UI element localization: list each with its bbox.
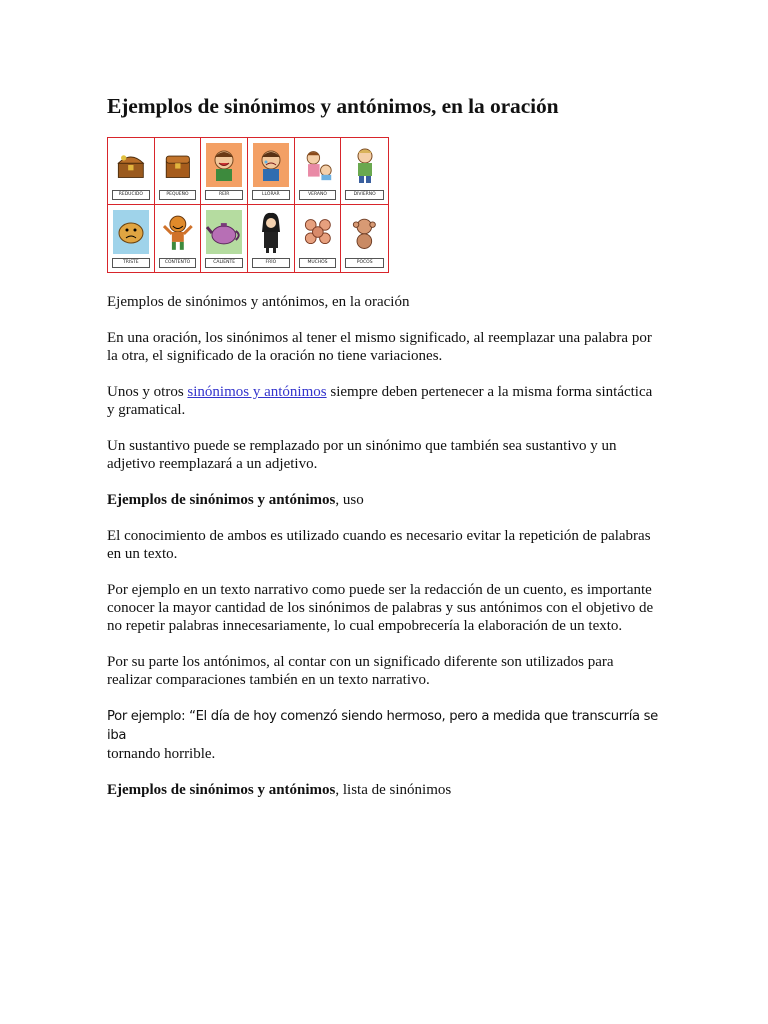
image-card: [108, 205, 155, 272]
paragraph-text: siempre deben pertenecer a la misma forma sintáctica y gramatical.: [107, 384, 653, 418]
heading-bold-text: Ejemplos de sinónimos y antónimos: [107, 492, 336, 508]
few-monkeys-icon: [346, 210, 383, 254]
teapot-icon: [206, 210, 242, 254]
card-label: LLORAR: [252, 190, 290, 200]
paragraph-text: Unos y otros: [107, 384, 188, 400]
image-card: [295, 138, 342, 205]
paragraph: El conocimiento de ambos es utilizado cuando es necesario evitar la repetición de palabras en un texto.: [107, 528, 651, 562]
card-label: VERANO: [299, 190, 337, 200]
sad-creature-icon: [113, 210, 149, 254]
heading-suffix-text: , lista de sinónimos: [335, 782, 452, 798]
image-card: [155, 138, 202, 205]
page-title: Ejemplos de sinónimos y antónimos, en la oración: [107, 94, 559, 118]
many-monkeys-icon: [300, 210, 336, 254]
section-heading-uso: [107, 491, 662, 509]
image-card: [341, 205, 388, 272]
synonyms-antonyms-link[interactable]: sinónimos y antónimos: [187, 384, 327, 400]
image-card: [295, 205, 342, 272]
image-card: [248, 138, 295, 205]
document-body: [107, 92, 662, 817]
image-card: [248, 205, 295, 272]
image-card: [155, 205, 202, 272]
treasure-chest-icon: [113, 143, 149, 187]
card-label: REÍR: [205, 190, 243, 200]
image-card: [201, 138, 248, 205]
card-label: POCOS: [345, 258, 384, 268]
card-label: CONTENTO: [159, 258, 197, 268]
card-label: CALIENTE: [205, 258, 243, 268]
image-card: [108, 138, 155, 205]
happy-creature-icon: [160, 210, 196, 254]
treasure-chest-icon: [160, 143, 196, 187]
paragraph: Por ejemplo en un texto narrativo como puede ser la redacción de un cuento, es importante conocer la mayor cantidad de los sinónimos de palabras y sus antónimos con el objetivo de no repetir palabras innecesariamente, lo cual empobrecería la elaboración de un texto.: [107, 582, 654, 634]
paragraph: [107, 383, 662, 419]
card-label: TRISTE: [112, 258, 150, 268]
heading-suffix-text: , uso: [335, 492, 364, 508]
card-label: FRÍO: [252, 258, 290, 268]
example-paragraph: [107, 707, 662, 763]
girl-cold-icon: [253, 210, 289, 254]
crying-boy-icon: [253, 143, 289, 187]
example-continuation-text: tornando horrible.: [107, 746, 216, 762]
section-heading-lista: [107, 781, 662, 799]
example-quote-text: Por ejemplo: “El día de hoy comenzó siendo hermoso, pero a medida que transcurría se iba: [107, 709, 658, 743]
card-label: REDUCIDO: [112, 190, 150, 200]
card-label: DIVIERNO: [345, 190, 384, 200]
child-winter-icon: [346, 143, 383, 187]
synonym-antonym-image-grid: [107, 137, 389, 273]
image-card: [341, 138, 388, 205]
image-card: [201, 205, 248, 272]
paragraph: En una oración, los sinónimos al tener el mismo significado, al reemplazar una palabra por la otra, el significado de la oración no tiene variaciones.: [107, 330, 652, 364]
heading-bold-text: Ejemplos de sinónimos y antónimos: [107, 782, 336, 798]
card-label: MUCHOS: [299, 258, 337, 268]
paragraph: Un sustantivo puede se remplazado por un sinónimo que también sea sustantivo y un adjetivo reemplazará a un adjetivo.: [107, 438, 617, 472]
laughing-boy-icon: [206, 143, 242, 187]
paragraph: Por su parte los antónimos, al contar con un significado diferente son utilizados para realizar comparaciones también en un texto narrativo.: [107, 654, 614, 688]
intro-paragraph: Ejemplos de sinónimos y antónimos, en la oración: [107, 294, 410, 310]
card-label: PEQUEÑO: [159, 190, 197, 200]
children-playing-icon: [300, 143, 336, 187]
